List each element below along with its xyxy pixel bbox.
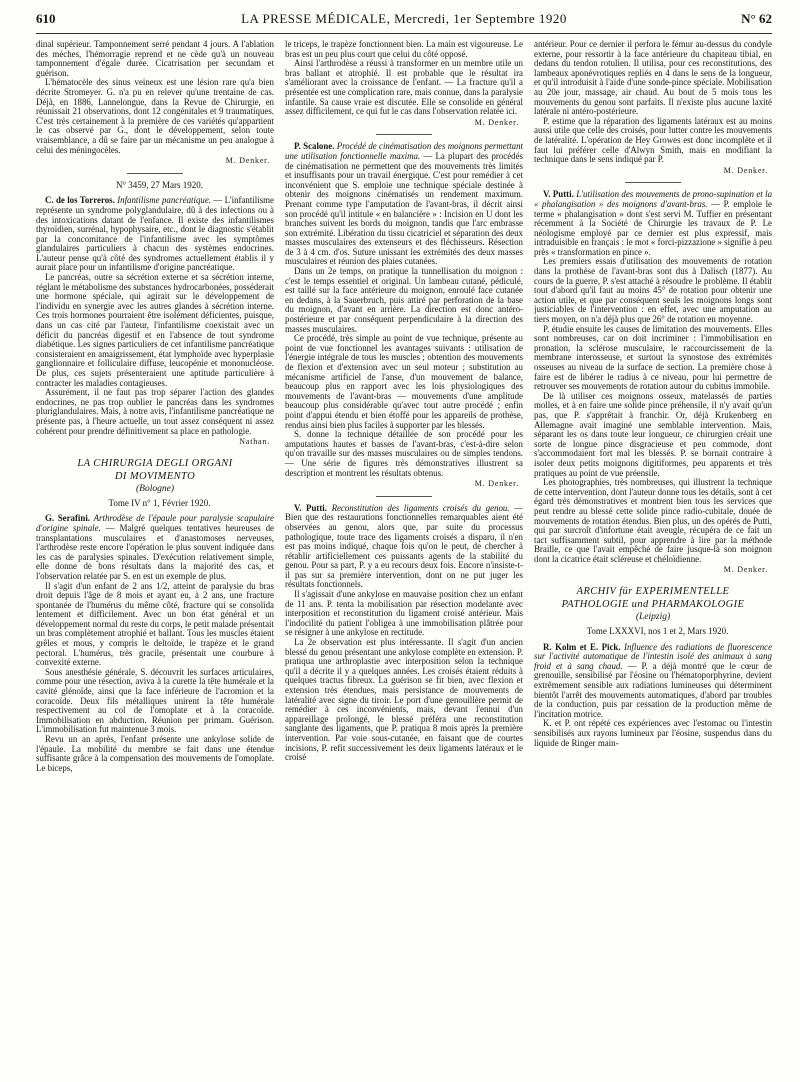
paragraph: L'hématocèle des sinus veineux est une lésion rare qu'a bien décrite Stromeyer. G. n'a pu en relever qu'une trentaine de cas. Déjà, en 1886, Lannelongue, dans la Revue de Chirurgie, en réunissait 21 observations, dont 12 congénitales et 9 traumatiques. C'est très certainement à la première de ces variétés qu'appartient le cas observé par G., dont le développement, selon toute vraisemblance, a dû se faire par un mécanisme un peu analogue à celui des méningocèles. bbox=[36, 77, 274, 155]
paragraph: La 2e observation est plus intéressante. Il s'agit d'un ancien blessé du genou présentant une ankylose complète en extension. P. pratiqua une arthroplastie avec interposition selon la technique qu'il a décrite il y a quelques années. Les croisés étaient réduits à quelques tractus fibreux. La guérison se fit bien, avec flexion et extension très étendues, mais persistance de mouvements de latéralité avec signe du tiroir. Le port d'une genouillère permit de remédier à ces inconvénients, mais, devant l'ennui d'un appareillage prolongé, le blessé préféra une reconstitution sanglante des ligaments, que P. pratiqua 8 mois après la première intervention. Par voie sous-cutanée, en faisant que de courtes incisions, P. refit successivement les deux ligaments latéraux et le croisé bbox=[285, 637, 523, 763]
article-author: G. Serafini. bbox=[45, 513, 91, 524]
article-title: Arthrodèse de l'épaule pour paralysie scapulaire d'origine spinale. bbox=[36, 513, 274, 533]
signature: M. Denker. bbox=[474, 117, 519, 127]
article-author: P. Scalone. bbox=[294, 141, 335, 152]
page-number: 610 bbox=[36, 11, 56, 26]
article-abstract bbox=[285, 142, 523, 267]
column-2 bbox=[285, 40, 523, 1080]
article-text: — P. emploie le terme « phalangisation » dont s'est servi M. Tuffier en présentant récemment à la Société de Chirurgie les travaux de P. Le néologisme employé par ce dernier est plus expressif, mais intraduisible en français : le mot « forci-pizzazione » signifie à peu près « transformation en pince ». bbox=[534, 198, 772, 257]
paragraph: P. étudie ensuite les causes de limitation des mouvements. Elles sont nombreuses, car on doit incriminer : l'immobilisation en pronation, la sclérose musculaire, le raccourcissement de la membrane interosseuse, et surtout la synostose des extrémités osseuses au niveau de la surface de section. La première chose à faire est de libérer le radius à ce niveau, pour lui permettre de retrouver ses mouvements de rotation autour du cubitus immobile. bbox=[534, 323, 772, 392]
separator bbox=[376, 134, 432, 135]
paragraph: Sous anesthésie générale, S. découvrit les surfaces articulaires, comme pour une résection, aviva à la curette la tête humérale et la cavité glénoïde, ainsi que la face inférieure de l'acromion et la coracoïde. Deux fils métalliques unirent la tête humérale respectivement au col de l'omoplate et à la coracoïde. Immobilisation en abduction. Réunion per primam. Guérison. L'immobilisation fut maintenue 3 mois. bbox=[36, 666, 274, 735]
separator bbox=[376, 496, 432, 497]
paragraph: De là utiliser ces moignons osseux, matelassés de parties molles, et à en faire une solide pince préhensile, il n'y avait qu'un pas, que P. s'apprêtait à franchir. Or, déjà Krukenberg en Allemagne avait imaginé une semblable intervention. Mais, séparant les os dans toute leur longueur, ce chirurgien créait une sorte de longue pince disgracieuse et peu commode, dont s'accommodaient fort mal les blessés. P. se bornait contraire à isoler deux petits moignons digitiformes, peu apparents et très pratiques au point de vue préensile. bbox=[534, 390, 772, 478]
issue-reference: N° 3459, 27 Mars 1920. bbox=[115, 179, 204, 190]
paragraph: Il s'agissait d'une ankylose en mauvaise position chez un enfant de 11 ans. P. tenta la mobilisation par résection modelante avec interposition et reconstitution du ligament croisé antérieur. Mais l'indocilité du patient l'obligea à une immobilisation plâtrée pour se résigner à une ankylose en rectitude. bbox=[285, 589, 523, 638]
article-text: — Bien que des restaurations fonctionnelles remarquables aient été observées au genou, alors que, par suite du processus pathologique, toute trace des ligaments croisés a disparu, il n'en est pas moins indiqué, chaque fois qu'on le peut, de chercher à rétablir artificiellement ces puissants agents de la stabilité du genou. Pour sa part, P. y a eu recours deux fois. Encore n'insiste-t-il pas sur sa première intervention, dont on ne put juger les résultats fonctionnels. bbox=[285, 502, 523, 590]
paragraph: Ce procédé, très simple au point de vue technique, présente au point de vue fonctionnel les avantages suivants : utilisation de l'énergie intégrale de tous les muscles ; obtention des mouvements de flexion et d'extension avec un seul moteur ; substitution au mécanisme artificiel de l'anse, d'un mouvement de balance, beaucoup plus en rapport avec les lois physiologiques des mouvements de l'avant-bras — mouvements d'une amplitude beaucoup plus considérable qu'avec tout autre procédé ; enfin point d'appui étendu et bien étoffé pour les appareils de prothèse, rendus ainsi bien plus faciles à supporter par les blessés. bbox=[285, 333, 523, 430]
article-title: Influence des radiations de fluorescence sur l'activité automatique de l'intestin isolé des animaux à sang froid et à sang chaud. bbox=[534, 641, 772, 671]
paragraph: le triceps, le trapèze fonctionnent bien. La main est vigoureuse. Le bras est un peu plus court que celui du côté opposé. bbox=[285, 40, 523, 59]
article-author: V. Putti. bbox=[294, 502, 327, 513]
paragraph: P. estime que la réparation des ligaments latéraux est au moins aussi utile que celle des croisés, pour lutter contre les mouvements de latéralité. L'opération de Hey Growes est donc incomplète et il faut lui préférer celle d'Alwyn Smith, mais en modifiant la technique dans le sens indiqué par P. bbox=[534, 115, 772, 165]
article-abstract bbox=[534, 643, 772, 720]
article-abstract bbox=[36, 514, 274, 581]
article-abstract bbox=[285, 504, 523, 590]
separator bbox=[625, 182, 681, 183]
signature: Nathan. bbox=[239, 437, 270, 447]
paragraph: K. et P. ont répété ces expériences avec l'estomac ou l'intestin sensibilisés aux rayons lumineux par l'éosine, suspendus dans du liquide de Ringer main- bbox=[534, 718, 772, 748]
article-text: — La plupart des procédés de cinématisation ne permettent que des mouvements très limités et insuffisants pour un travail énergique. C'est pour remédier à cet inconvénient que S. emploie une technique spéciale destinée à obtenir des moignons cinématisés un rendement maximum. Prenant comme type l'amputation de l'avant-bras, il décrit ainsi son procédé qu'il intitule « en balancière » : Incision en U dont les branches suivent les bords du moignon, tandis que l'arc embrasse son extrémité. Libération du tissu cicatriciel et séparation des deux masses musculaires des extenseurs et des fléchisseurs. Résection de 3 à 4 cm. d'os. Suture unissant les extrémités des deux masses musculaires et réunion des plaies cutanées. bbox=[285, 150, 523, 267]
paragraph: Assurément, il ne faut pas trop séparer l'action des glandes endocrines, ne pas trop oublier le pancréas dans les syndromes pluriglandulaires. Mais, à notre avis, l'infantilisme pancréatique ne présente pas, à l'heure actuelle, un tout assez conséquent ni assez cohérent pour prendre définitivement sa place en pathologie. bbox=[36, 387, 274, 436]
article-title: L'utilisation des mouvements de prono-supination et la « phalangisation » des moignons d'avant-bras. bbox=[534, 189, 772, 209]
journal-name: ARCHIV für EXPERIMENTELLE bbox=[576, 586, 730, 598]
signature: M. Denker. bbox=[225, 156, 270, 166]
separator bbox=[127, 173, 183, 174]
article-author: V. Putti. bbox=[543, 189, 574, 200]
paragraph: S. donne la technique détaillée de son procédé pour les amputations hautes et basses de l'avant-bras, c'est-à-dire selon qu'on travaille sur des masses musculaires ou de simples tendons. — Une série de figures très démonstratives illustrent sa description et montrent les résultats obtenus. bbox=[285, 429, 523, 478]
journal-title: LA PRESSE MÉDICALE, Mercredi, 1er Septembre 1920 bbox=[241, 11, 567, 26]
article-author: R. Kolm et E. Pick. bbox=[543, 641, 621, 652]
article-title: Procédé de cinématisation des moignons permettant une utilisation fonctionnelle maxima. bbox=[285, 141, 523, 161]
header-rule bbox=[36, 33, 772, 34]
column-3 bbox=[534, 40, 772, 1080]
paragraph: Le pancréas, outre sa sécrétion externe et sa sécrétion interne, réglant le métabolisme des substances hydrocarbonées, posséderait une hormone spéciale, qui agirait sur le développement de l'individu en synergie avec les autres glandes à sécrétion interne. Ces trois hormones pourraient être isolément déficientes, puisque, dans un cas cité par l'auteur, l'infantilisme coexistait avec un déficit du pancréas digestif et en l'absence de tout syndrome diabétique. Les signes particuliers de cet infantilisme pancréatique consisteraient en amaigrissement, état lymphoïde avec hyperplasie ganglionnaire et folliculaire diffuse, leucopénie et mononucléose. De plus, ces sujets présenteraient une aptitude particulière à contracter les maladies contagieuses. bbox=[36, 272, 274, 388]
article-title: Infantilisme pancréatique. bbox=[117, 195, 211, 206]
paragraph: Dans un 2e temps, on pratique la tunnellisation du moignon : c'est le temps essentiel et original. Un lambeau cutané, pédiculé, est taillé sur la face antérieure du moignon, enroulé face cutanée en dedans, à la Sauerbruch, puis attiré par perforation de la base du moignon, d'avant en arrière. La direction est donc antéro-postérieure et par conséquent perpendiculaire à la direction des masses musculaires. bbox=[285, 266, 523, 334]
paragraph: Ainsi l'arthrodèse a réussi à transformer en un membre utile un bras ballant et atrophié. Il est probable que le résultat ira s'améliorant avec la croissance de l'enfant. — La fracture qu'il a présentée est une complication rare, mais connue, dans la paralysie infantile. Sa cause vraie est discutée. Elle se consolide en général assez difficilement, ce qui fut le cas dans l'observation relatée ici. bbox=[285, 58, 523, 117]
paragraph: dinal supérieur. Tamponnement serré pendant 4 jours. A l'ablation des mèches, l'hémorragie reprend et ne cède qu'à un nouveau tamponnement d'égale durée. Cicatrisation per secundam et guérison. bbox=[36, 40, 274, 78]
article-author: C. de los Torreros. bbox=[45, 195, 115, 206]
article-text: — P. a déjà montré que le cœur de grenouille, sensibilisé par l'éosine ou l'hématoporphyrine, devient extrêmement sensible aux radiations lumineuses qui déterminent bientôt l'arrêt des mouvements automatiques, d'abord par troubles de la conduction, puis par cessation de la production même de l'incitation motrice. bbox=[534, 660, 772, 719]
signature: M. Denker. bbox=[474, 479, 519, 489]
paragraph: Les premiers essais d'utilisation des mouvements de rotation dans la prothèse de l'avant-bras sont dus à Dalisch (1877). Au cours de la guerre, P. s'est attaché à résoudre le problème. Il établit tout d'abord qu'il faut au moins 45° de rotation pour obtenir une action utile, et que par conséquent seuls les moignons longs sont justiciables de l'intervention : en effet, avec une amputation au tiers moyen, on n'a déjà plus que 26° de rotation en moyenne. bbox=[534, 256, 772, 325]
signature: M. Denker. bbox=[723, 565, 768, 575]
tome-reference: Tome LXXXVI, nos 1 et 2, Mars 1920. bbox=[586, 626, 729, 637]
article-abstract bbox=[534, 190, 772, 257]
journal-name: LA CHIRURGIA DEGLI ORGANI bbox=[77, 457, 233, 469]
article-title: Reconstitution des ligaments croisés du genou. bbox=[331, 502, 510, 513]
journal-city: (Bologne) bbox=[136, 483, 174, 494]
journal-section-heading bbox=[36, 457, 274, 495]
page-header bbox=[36, 11, 772, 29]
paragraph: Revu un an après, l'enfant présente une ankylose solide de l'épaule. La mobilité du membre se fait dans une étendue suffisante grâce à la compensation des mouvements de l'omoplate. Le biceps, bbox=[36, 734, 274, 773]
article-text: — Malgré quelques tentatives heureuses de transplantations musculaires et d'anastomoses nerveuses, l'arthrodèse reste encore l'opération le plus souvent indiquée dans les cas de paralysies spinales. D'exécution relativement simple, elle donne de bons résultats dans la majorité des cas, et l'observation relatée par S. en est un exemple de plus. bbox=[36, 522, 274, 581]
paragraph: Les photographies, très nombreuses, qui illustrent la technique de cette intervention, dont l'auteur donne tous les détails, sont à cet égard très démonstratives et montrent bien tous les services que peut rendre au blessé cette solide pince radio-cubitale, douée de mouvements de rotation étendus. Bien plus, un des opérés de Putti, qui par surcroît d'infortune était aveugle, récupéra de ce fait un tact suffisamment subtil, pour apprendre à lire par la méthode Braille, ce que l'avait empêché de faire jusque-là son moignon dont la cicatrice était scléreuse et chéloïdienne. bbox=[534, 477, 772, 564]
paragraph: antérieur. Pour ce dernier il perfora le fémur au-dessus du condyle externe, pour ressortir à la face antérieure du chapiteau tibial, en dedans du tendon rotulien. Il utilisa, pour ces reconstitutions, des lambeaux aponévrotiques repliés en 4 dans le sens de la longueur, et qu'il introduisit à l'aide d'une sonde-pince spéciale. Mobilisation au 20e jour, massage, air chaud. Au bout de 5 mois tous les mouvements du genou sont parfaits. Il n'existe plus aucune laxité latérale ni antéro-postérieure. bbox=[534, 40, 772, 117]
column-1 bbox=[36, 40, 274, 1080]
journal-section-heading bbox=[534, 585, 772, 623]
journal-name-line-2: PATHOLOGIE und PHARMAKOLOGIE bbox=[561, 599, 745, 611]
article-text: — L'infantilisme représente un syndrome polyglandulaire, dû à des infections ou à des intoxications datant de l'enfance. Il existe des infantilismes thyroïdien, surrénal, hypophysaire, etc., dont le diagnostic s'établit par la concomitance de l'infantilisme avec les symptômes glandulaires particuliers à chacun des systèmes endocrines. L'auteur pense qu'à côté des syndromes actuellement établis il y aurait place pour un infantilisme d'origine pancréatique. bbox=[36, 195, 274, 273]
journal-city: (Leipzig) bbox=[635, 612, 671, 623]
tome-reference: Tome IV n° 1, Février 1920. bbox=[108, 497, 211, 508]
paragraph: Il s'agit d'un enfant de 2 ans 1/2, atteint de paralysie du bras droit depuis l'âge de 8 mois et ayant eu, à 2 ans, une fracture spontanée de l'humérus du même côté, fracture qui se consolida lentement et difficilement. Avec un bon état général et un développement normal du reste du corps, le petit malade présentait un bras complètement atrophié et ballant. Tous les muscles étaient grêles et mous, y compris le deltoïde, le trapèze et le grand pectoral. L'humérus, très gracile, présentait une courbure à convexité externe. bbox=[36, 580, 274, 668]
journal-name-line-2: DI MOVIMENTO bbox=[114, 470, 196, 482]
article-abstract bbox=[36, 196, 274, 273]
signature: M. Denker. bbox=[723, 165, 768, 175]
issue-number: N° 62 bbox=[741, 11, 772, 26]
